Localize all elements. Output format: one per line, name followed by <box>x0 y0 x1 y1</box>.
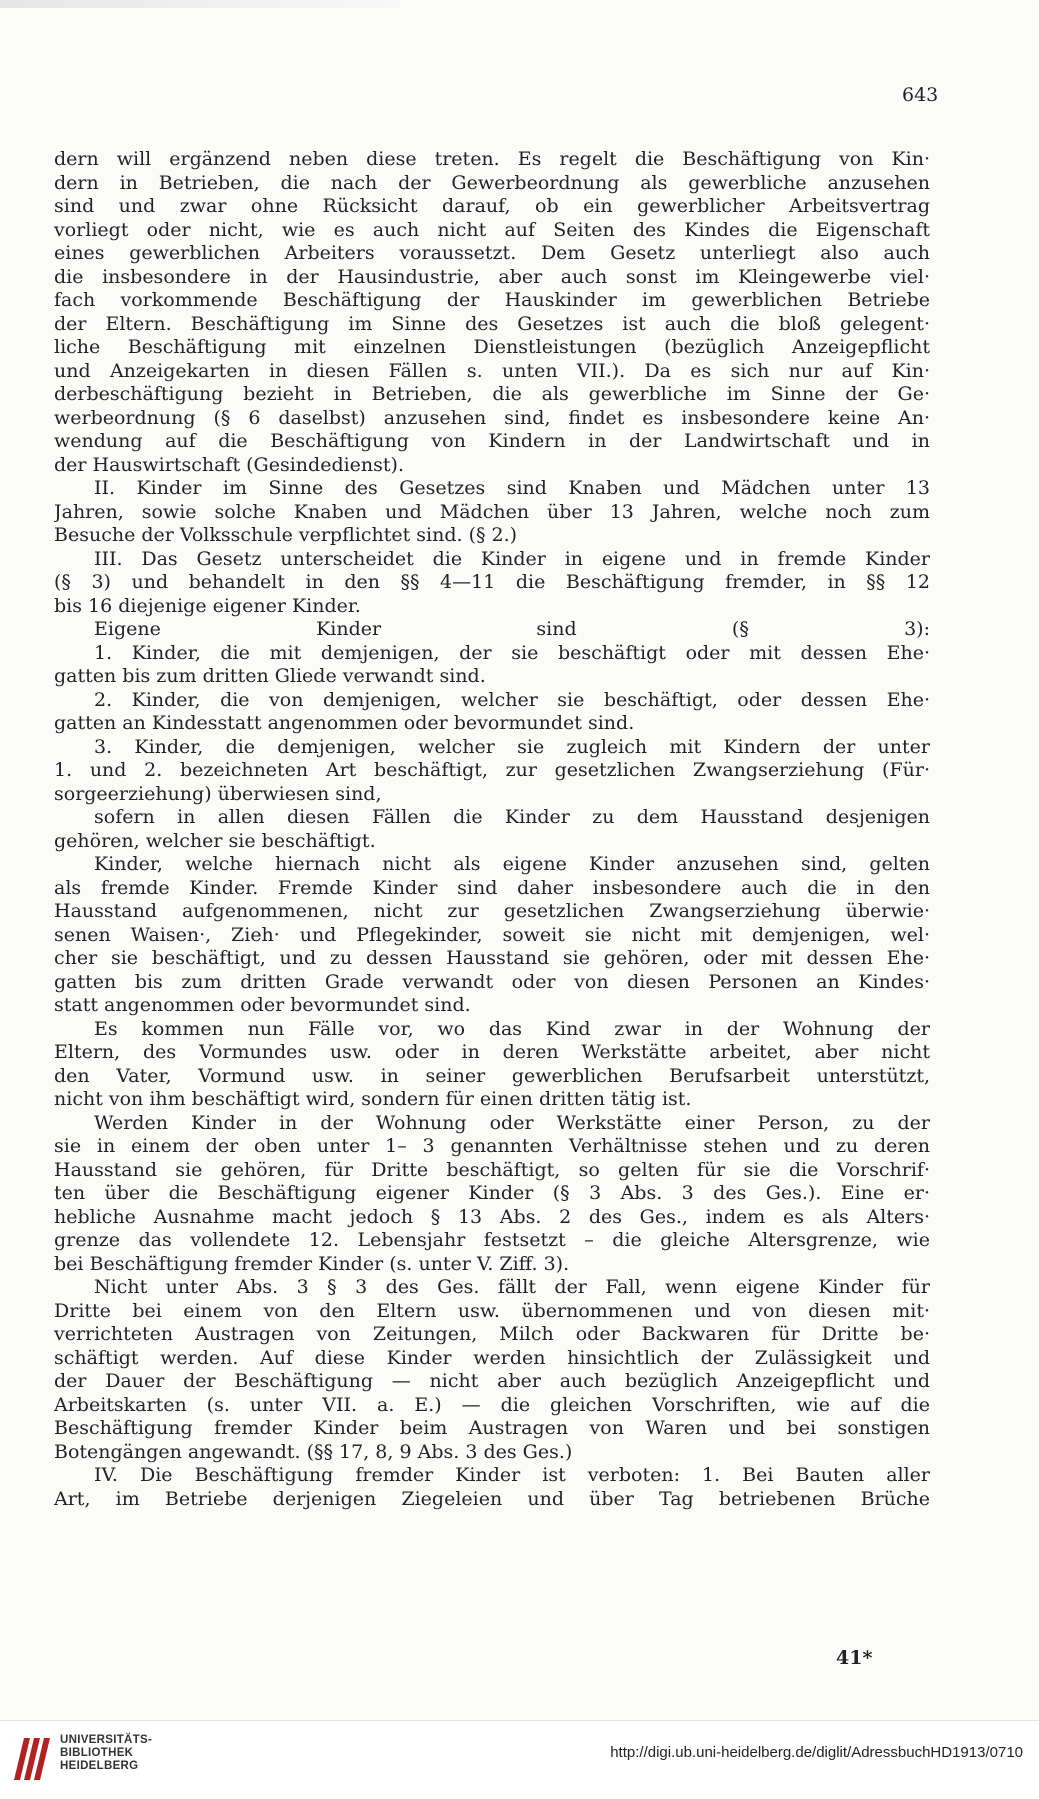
text-line: fach vorkommende Beschäftigung der Hauskinder im gewerblichen Betriebe <box>54 289 930 311</box>
text-line: 1. und 2. bezeichneten Art beschäftigt, zur gesetzlichen Zwangserziehung (Für· <box>54 759 930 781</box>
library-line-3: HEIDELBERG <box>60 1760 139 1772</box>
text-line: sind und zwar ohne Rücksicht darauf, ob ein gewerblicher Arbeitsvertrag <box>54 195 930 217</box>
text-line: bei Beschäftigung fremder Kinder (s. unter V. Ziff. 3). <box>54 1252 570 1275</box>
body-text <box>54 148 930 1511</box>
text-line: schäftigt werden. Auf diese Kinder werden hinsichtlich der Zulässigkeit und <box>54 1346 930 1369</box>
text-line: dern in Betrieben, die nach der Gewerbeordnung als gewerbliche anzusehen <box>54 171 930 194</box>
text-line: sorgeerziehung) überwiesen sind, <box>54 782 382 805</box>
text-line: und Anzeigekarten in diesen Fällen s. unten VII.). Da es sich nur auf Kin· <box>54 359 930 382</box>
text-line: hebliche Ausnahme macht jedoch § 13 Abs. 2 des Ges., indem es als Alters· <box>54 1205 930 1228</box>
text-line: IV. Die Beschäftigung fremder Kinder ist verboten: 1. Bei Bauten aller <box>94 1464 930 1486</box>
text-line: gatten an Kindesstatt angenommen oder bevormundet sind. <box>54 712 635 734</box>
text-line: cher sie beschäftigt, und zu dessen Hausstand sie gehören, oder mit dessen Ehe· <box>54 947 930 969</box>
text-line: sie in einem der oben unter 1– 3 genannten Verhältnisse stehen und zu deren <box>54 1135 930 1157</box>
text-line: gehören, welcher sie beschäftigt. <box>54 829 376 852</box>
text-line: sofern in allen diesen Fällen die Kinder zu dem Hausstand desjenigen <box>94 806 930 828</box>
text-line: Werden Kinder in der Wohnung oder Werkstätte einer Person, zu der <box>94 1111 930 1134</box>
text-line: den Vater, Vormund usw. in seiner gewerblichen Berufsarbeit unterstützt, <box>54 1064 930 1087</box>
library-line-1: UNIVERSITÄTS- <box>60 1734 153 1746</box>
text-line: ten über die Beschäftigung eigener Kinder (§ 3 Abs. 3 des Ges.). Eine er· <box>54 1182 930 1204</box>
text-line: bis 16 diejenige eigener Kinder. <box>54 594 361 617</box>
text-line: 1. Kinder, die mit demjenigen, der sie beschäftigt oder mit dessen Ehe· <box>94 641 930 664</box>
library-name <box>60 1734 152 1773</box>
library-line-2: BIBLIOTHEK <box>60 1747 134 1759</box>
text-line: Jahren, sowie solche Knaben und Mädchen über 13 Jahren, welche noch zum <box>54 500 930 523</box>
text-line: der Dauer der Beschäftigung — nicht aber auch bezüglich Anzeigepflicht und <box>54 1370 930 1392</box>
text-line: Dritte bei einem von den Eltern usw. übernommenen und von diesen mit· <box>54 1299 930 1322</box>
text-line: II. Kinder im Sinne des Gesetzes sind Knaben und Mädchen unter 13 <box>94 477 930 499</box>
text-line: Hausstand sie gehören, für Dritte beschäftigt, so gelten für sie die Vorschrif· <box>54 1158 930 1181</box>
text-line: nicht von ihm beschäftigt wird, sondern für einen dritten tätig ist. <box>54 1088 692 1110</box>
text-line: die insbesondere in der Hausindustrie, aber auch sonst im Kleingewerbe viel· <box>54 265 930 288</box>
signature-mark: 41* <box>836 1647 873 1669</box>
text-line: Hausstand aufgenommenen, nicht zur gesetzlichen Zwangserziehung überwie· <box>54 900 930 922</box>
library-logo-icon <box>10 1734 54 1784</box>
text-line: senen Waisen·, Zieh· und Pflegekinder, soweit sie nicht mit demjenigen, wel· <box>54 923 930 946</box>
text-line: Beschäftigung fremder Kinder beim Austragen von Waren und bei sonstigen <box>54 1417 930 1439</box>
text-line: grenze das vollendete 12. Lebensjahr festsetzt – die gleiche Altersgrenze, wie <box>54 1229 930 1251</box>
text-line: gatten bis zum dritten Grade verwandt oder von diesen Personen an Kindes· <box>54 970 930 993</box>
text-line: der Eltern. Beschäftigung im Sinne des Gesetzes ist auch die bloß gelegent· <box>54 312 930 335</box>
text-line: derbeschäftigung bezieht in Betrieben, die als gewerbliche im Sinne der Ge· <box>54 383 930 405</box>
text-line: 3. Kinder, die demjenigen, welcher sie zugleich mit Kindern der unter <box>94 735 930 758</box>
text-line: Besuche der Volksschule verpflichtet sind. (§ 2.) <box>54 524 518 546</box>
permalink-url[interactable]: http://digi.ub.uni-heidelberg.de/diglit/AdressbuchHD1913/0710 <box>610 1744 1023 1761</box>
text-line: gatten bis zum dritten Gliede verwandt sind. <box>54 665 486 687</box>
text-line: der Hauswirtschaft (Gesindedienst). <box>54 453 404 476</box>
text-line: Es kommen nun Fälle vor, wo das Kind zwar in der Wohnung der <box>94 1017 930 1040</box>
page-number: 643 <box>902 84 939 106</box>
text-line: als fremde Kinder. Fremde Kinder sind daher insbesondere auch die in den <box>54 876 930 899</box>
text-line: Arbeitskarten (s. unter VII. a. E.) — die gleichen Vorschriften, wie auf die <box>54 1393 930 1416</box>
text-line: dern will ergänzend neben diese treten. Es regelt die Beschäftigung von Kin· <box>54 148 930 170</box>
text-line: statt angenommen oder bevormundet sind. <box>54 994 471 1016</box>
text-line: Art, im Betriebe derjenigen Ziegeleien und über Tag betriebenen Brüche <box>54 1487 930 1510</box>
text-line: verrichteten Austragen von Zeitungen, Milch oder Backwaren für Dritte be· <box>54 1323 930 1345</box>
text-line: Nicht unter Abs. 3 § 3 des Ges. fällt der Fall, wenn eigene Kinder für <box>94 1276 930 1298</box>
text-line: (§ 3) und behandelt in den §§ 4—11 die Beschäftigung fremder, in §§ 12 <box>54 571 930 593</box>
text-line: Botengängen angewandt. (§§ 17, 8, 9 Abs. 3 des Ges.) <box>54 1440 573 1463</box>
text-line: III. Das Gesetz unterscheidet die Kinder in eigene und in fremde Kinder <box>94 547 930 570</box>
text-line: Eltern, des Vormundes usw. oder in deren Werkstätte arbeitet, aber nicht <box>54 1041 930 1063</box>
text-line: liche Beschäftigung mit einzelnen Dienstleistungen (bezüglich Anzeigepflicht <box>54 336 930 358</box>
text-line: vorliegt oder nicht, wie es auch nicht auf Seiten des Kindes die Eigenschaft <box>54 218 930 241</box>
scan-edge <box>0 0 400 8</box>
text-line: Eigene Kinder sind (§ 3): <box>94 618 930 640</box>
text-line: 2. Kinder, die von demjenigen, welcher sie beschäftigt, oder dessen Ehe· <box>94 688 930 711</box>
text-line: eines gewerblichen Arbeiters voraussetzt. Dem Gesetz unterliegt also auch <box>54 242 930 264</box>
text-line: wendung auf die Beschäftigung von Kindern in der Landwirtschaft und in <box>54 430 930 452</box>
text-line: werbeordnung (§ 6 daselbst) anzusehen sind, findet es insbesondere keine An· <box>54 406 930 429</box>
text-line: Kinder, welche hiernach nicht als eigene Kinder anzusehen sind, gelten <box>94 853 930 875</box>
